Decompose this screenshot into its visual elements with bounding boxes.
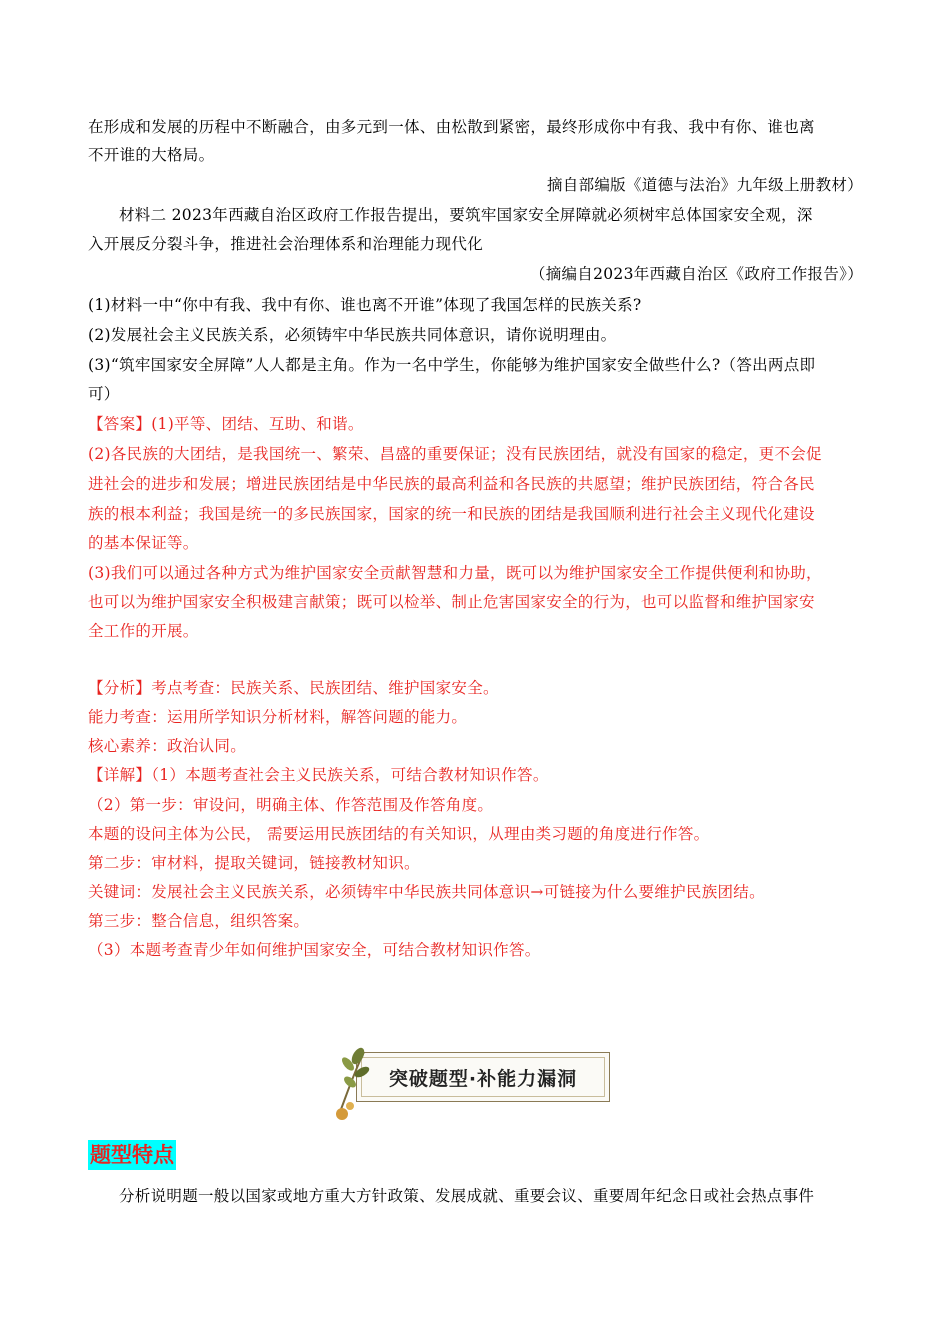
answer-3-line3: 全工作的开展。 <box>88 622 199 640</box>
answer-3-line1: (3)我们可以通过各种方式为维护国家安全贡献智慧和力量，既可以为维护国家安全工作提供便利和协助， <box>88 564 822 582</box>
answer-2-line4: 的基本保证等。 <box>88 534 199 552</box>
analysis-line: 核心素养：政治认同。 <box>88 737 247 755</box>
material1-source: 摘自部编版《道德与法治》九年级上册教材） <box>546 176 863 194</box>
analysis-line: （3）本题考查青少年如何维护国家安全，可结合教材知识作答。 <box>88 941 541 959</box>
question-1: (1)材料一中“你中有我、我中有你、谁也离不开谁”体现了我国怎样的民族关系? <box>88 296 642 314</box>
analysis-line: （2）第一步：审设问，明确主体、作答范围及作答角度。 <box>88 796 494 814</box>
answer-2-line3: 族的根本利益；我国是统一的多民族国家，国家的统一和民族的团结是我国顺利进行社会主义现代化建设 <box>88 505 815 523</box>
question-3-line2: 可） <box>88 385 120 403</box>
analysis-line: 【分析】考点考查：民族关系、民族团结、维护国家安全。 <box>88 679 499 697</box>
analysis-line: 关键词：发展社会主义民族关系，必须铸牢中华民族共同体意识→可链接为什么要维护民族团结。 <box>88 883 765 901</box>
analysis-line: 【详解】（1）本题考查社会主义民族关系，可结合教材知识作答。 <box>88 766 549 784</box>
material2-text-line1: 材料二 2023年西藏自治区政府工作报告提出，要筑牢国家安全屏障就必须树牢总体国家安全观，深 <box>119 206 813 224</box>
answer-2-line2: 进社会的进步和发展；增进民族团结是中华民族的最高利益和各民族的共愿望；维护民族团结，符合各民 <box>88 475 815 493</box>
banner-title: 突破题型·补能力漏洞 <box>388 1068 578 1090</box>
analysis-line: 本题的设问主体为公民， 需要运用民族团结的有关知识，从理由类习题的角度进行作答。 <box>88 825 710 843</box>
section-body-line: 分析说明题一般以国家或地方重大方针政策、发展成就、重要会议、重要周年纪念日或社会热点事件 <box>119 1187 815 1205</box>
question-2: (2)发展社会主义民族关系，必须铸牢中华民族共同体意识，请你说明理由。 <box>88 326 617 344</box>
analysis-line: 能力考查：运用所学知识分析材料，解答问题的能力。 <box>88 708 468 726</box>
question-3-line1: (3)“筑牢国家安全屏障”人人都是主角。作为一名中学生，你能够为维护国家安全做些什么?（答出两点即 <box>88 356 816 374</box>
section-heading: 题型特点 <box>88 1140 176 1170</box>
material1-text-line1: 在形成和发展的历程中不断融合，由多元到一体、由松散到紧密，最终形成你中有我、我中有你、谁也离 <box>88 118 815 136</box>
analysis-line: 第二步：审材料，提取关键词，链接教材知识。 <box>88 854 420 872</box>
answer-1: 【答案】(1)平等、团结、互助、和谐。 <box>88 415 364 433</box>
material2-source: （摘编自2023年西藏自治区《政府工作报告》） <box>529 265 863 283</box>
material1-text-line2: 不开谁的大格局。 <box>88 146 215 164</box>
answer-2-line1: (2)各民族的大团结，是我国统一、繁荣、昌盛的重要保证；没有民族团结，就没有国家的稳定，更不会促 <box>88 445 822 463</box>
material2-text-line2: 入开展反分裂斗争，推进社会治理体系和治理能力现代化 <box>88 235 484 253</box>
answer-3-line2: 也可以为维护国家安全积极建言献策；既可以检举、制止危害国家安全的行为，也可以监督和维护国家安 <box>88 593 815 611</box>
analysis-line: 第三步：整合信息，组织答案。 <box>88 912 310 930</box>
banner-frame <box>356 1052 610 1102</box>
section-banner <box>328 1042 618 1122</box>
leaf-sprig-icon <box>328 1042 388 1122</box>
